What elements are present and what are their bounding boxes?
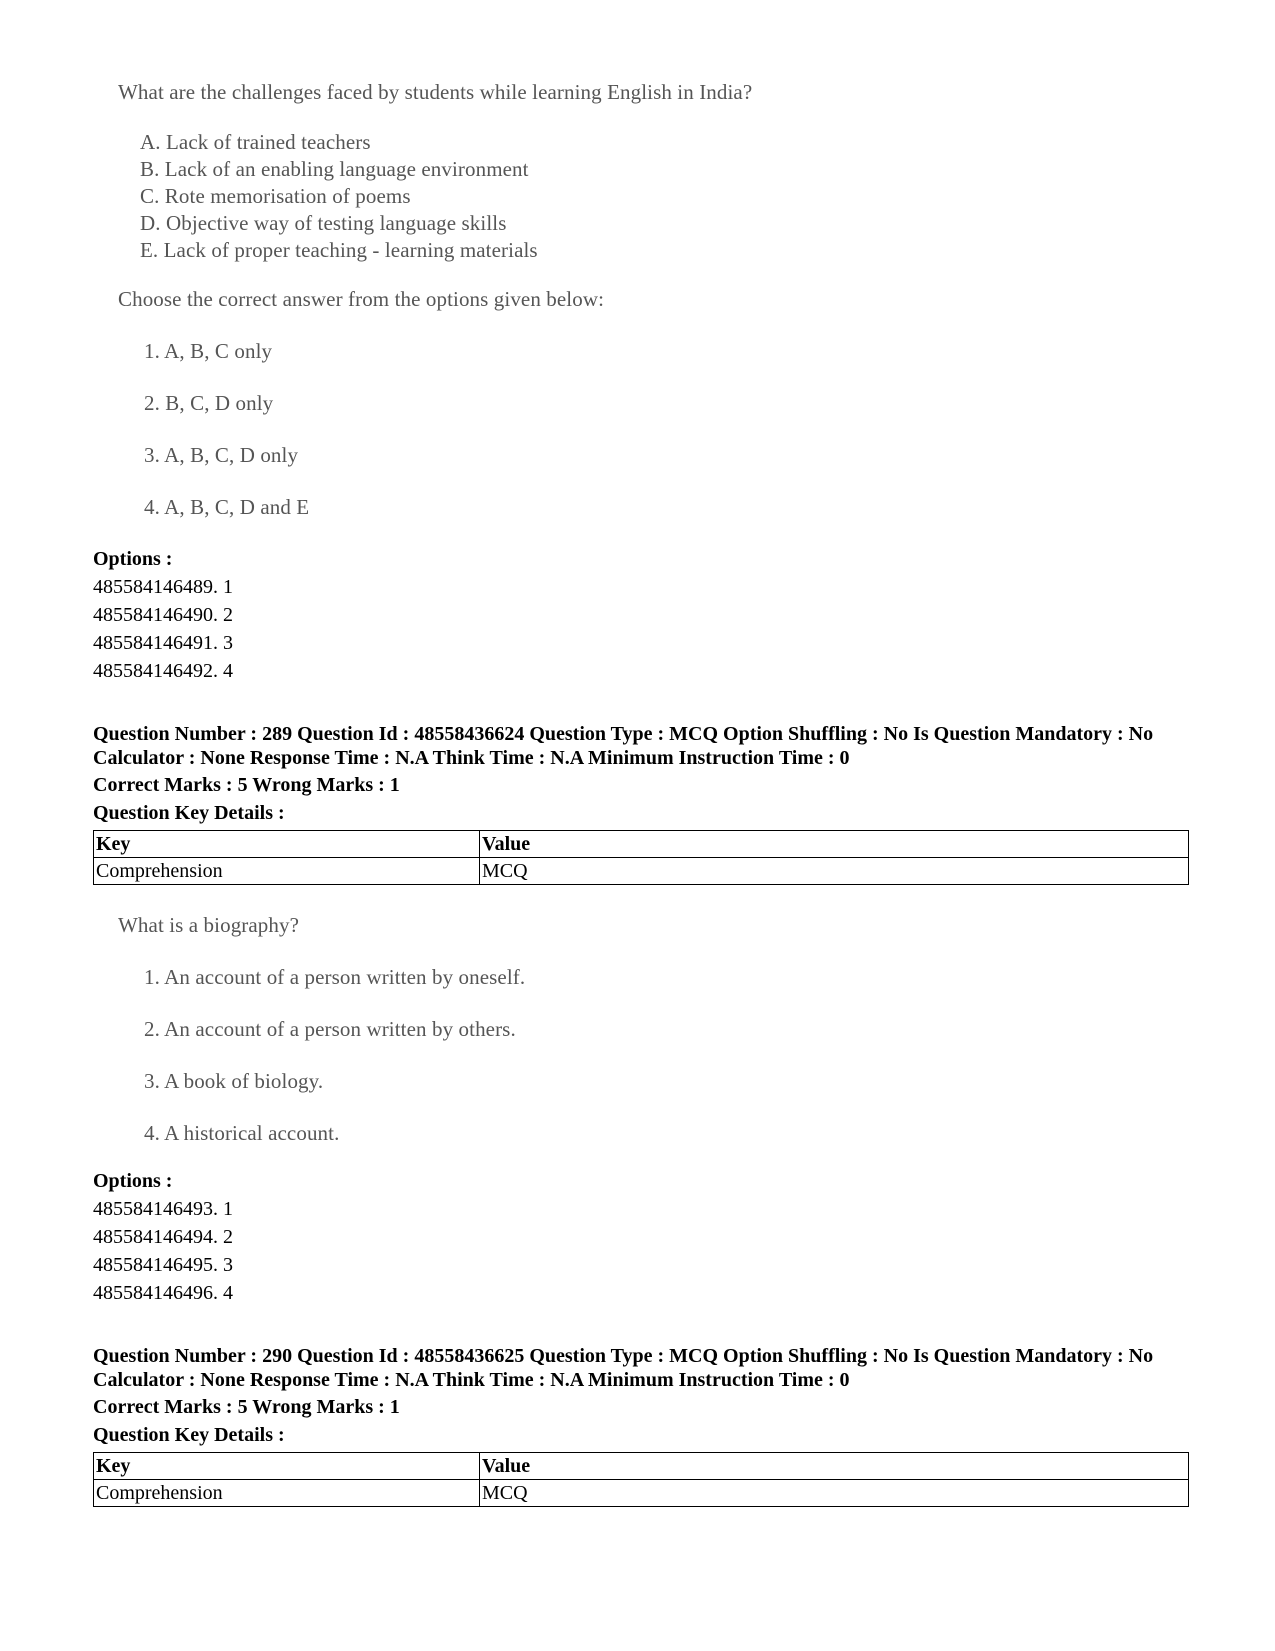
statement-e: E. Lack of proper teaching - learning materials xyxy=(140,238,538,262)
table-row xyxy=(94,858,1189,885)
table-header-row xyxy=(94,831,1189,858)
instruction-text: Choose the correct answer from the options given below: xyxy=(118,287,605,311)
value-header: Value xyxy=(480,1453,1189,1480)
statement-c: C. Rote memorisation of poems xyxy=(140,184,411,208)
key-header: Key xyxy=(94,831,480,858)
statement-a: A. Lack of trained teachers xyxy=(140,130,371,154)
choice-4: 4. A historical account. xyxy=(144,1121,340,1145)
marks-line: Correct Marks : 5 Wrong Marks : 1 xyxy=(93,774,400,796)
option-item: 485584146490. 2 xyxy=(93,604,233,626)
choice-2: 2. B, C, D only xyxy=(144,391,274,415)
marks-line: Correct Marks : 5 Wrong Marks : 1 xyxy=(93,1396,400,1418)
value-header: Value xyxy=(480,831,1189,858)
options-label: Options : xyxy=(93,1170,173,1192)
choice-1: 1. An account of a person written by oneself. xyxy=(144,965,526,989)
key-details-table xyxy=(93,1452,1189,1507)
question-header: Question Number : 289 Question Id : 48558436624 Question Type : MCQ Option Shuffling : No Is Question Mandatory : No Calculator : None Response Time : N.A Think Time : N.A Minimum Instruction Time : 0 xyxy=(93,723,1154,769)
table-row xyxy=(94,1480,1189,1507)
options-label: Options : xyxy=(93,548,173,570)
option-item: 485584146489. 1 xyxy=(93,576,233,598)
option-item: 485584146494. 2 xyxy=(93,1226,233,1248)
key-header: Key xyxy=(94,1453,480,1480)
question-text: What are the challenges faced by students while learning English in India? xyxy=(118,80,753,104)
statement-b: B. Lack of an enabling language environment xyxy=(140,157,529,181)
table-header-row xyxy=(94,1453,1189,1480)
option-item: 485584146491. 3 xyxy=(93,632,233,654)
choice-2: 2. An account of a person written by others. xyxy=(144,1017,516,1041)
option-item: 485584146495. 3 xyxy=(93,1254,233,1276)
key-cell: Comprehension xyxy=(94,858,480,885)
key-cell: Comprehension xyxy=(94,1480,480,1507)
value-cell: MCQ xyxy=(480,858,1189,885)
key-details-label: Question Key Details : xyxy=(93,802,285,824)
choice-3: 3. A book of biology. xyxy=(144,1069,324,1093)
choice-4: 4. A, B, C, D and E xyxy=(144,495,310,519)
key-details-table xyxy=(93,830,1189,885)
key-details-label: Question Key Details : xyxy=(93,1424,285,1446)
option-item: 485584146493. 1 xyxy=(93,1198,233,1220)
choice-3: 3. A, B, C, D only xyxy=(144,443,299,467)
value-cell: MCQ xyxy=(480,1480,1189,1507)
option-item: 485584146492. 4 xyxy=(93,660,233,682)
option-item: 485584146496. 4 xyxy=(93,1282,233,1304)
choice-1: 1. A, B, C only xyxy=(144,339,273,363)
question-text: What is a biography? xyxy=(118,913,300,937)
question-header: Question Number : 290 Question Id : 48558436625 Question Type : MCQ Option Shuffling : No Is Question Mandatory : No Calculator : None Response Time : N.A Think Time : N.A Minimum Instruction Time : 0 xyxy=(93,1345,1154,1391)
statement-d: D. Objective way of testing language skills xyxy=(140,211,507,235)
